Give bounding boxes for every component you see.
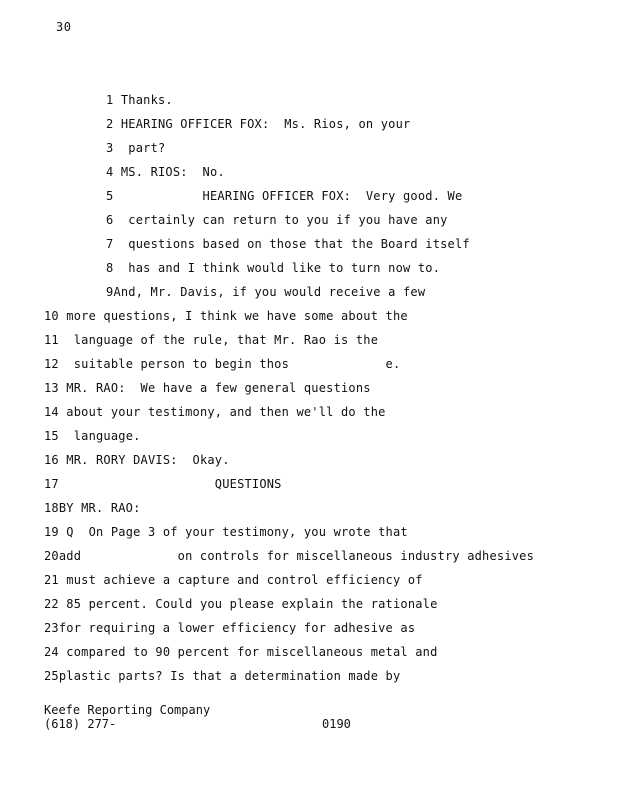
- line-number: 15: [44, 429, 59, 443]
- line-text: 85 percent. Could you please explain the rationale: [66, 597, 438, 611]
- transcript-line: [44, 498, 141, 518]
- line-number: 9: [106, 285, 114, 299]
- line-text: more questions, I think we have some about the: [66, 309, 408, 323]
- line-text: MS. RIOS: No.: [120, 165, 225, 179]
- reporting-company: Keefe Reporting Company: [44, 703, 211, 717]
- transcript-line: [106, 138, 165, 158]
- line-number: 16: [44, 453, 59, 467]
- transcript-line: [44, 594, 438, 614]
- transcript-line: [106, 162, 225, 182]
- line-text: questions based on those that the Board itself: [128, 237, 470, 251]
- transcript-line: [106, 210, 448, 230]
- line-text: has and I think would like to turn now to.: [128, 261, 441, 275]
- transcript-line: [44, 402, 386, 422]
- transcript-line: [44, 618, 415, 638]
- line-text: certainly can return to you if you have any: [128, 213, 448, 227]
- transcript-line: [44, 570, 423, 590]
- phone-suffix: 0190: [322, 717, 351, 731]
- line-number: 11: [44, 333, 59, 347]
- transcript-line: [44, 666, 400, 686]
- line-text: compared to 90 percent for miscellaneous metal and: [66, 645, 438, 659]
- transcript-line: [106, 234, 470, 254]
- line-number: 14: [44, 405, 59, 419]
- line-text: language.: [73, 429, 141, 443]
- line-text: for requiring a lower efficiency for adhesive as: [58, 621, 416, 635]
- line-number: 1: [106, 93, 114, 107]
- line-number: 7: [106, 237, 114, 251]
- line-text: HEARING OFFICER FOX: Very good. We: [120, 189, 463, 203]
- line-text: plastic parts? Is that a determination made by: [58, 669, 401, 683]
- line-number: 20: [44, 549, 59, 563]
- transcript-line: [44, 378, 371, 398]
- transcript-line: [106, 186, 462, 206]
- line-number: 4: [106, 165, 114, 179]
- line-text: suitable person to begin thos e.: [73, 357, 401, 371]
- line-number: 23: [44, 621, 59, 635]
- line-number: 25: [44, 669, 59, 683]
- line-number: 19: [44, 525, 59, 539]
- line-number: 18: [44, 501, 59, 515]
- line-text: And, Mr. Davis, if you would receive a few: [113, 285, 426, 299]
- line-number: 10: [44, 309, 59, 323]
- transcript-line: [44, 354, 400, 374]
- line-text: BY MR. RAO:: [58, 501, 141, 515]
- transcript-line: [44, 546, 534, 566]
- line-text: HEARING OFFICER FOX: Ms. Rios, on your: [120, 117, 411, 131]
- line-number: 3: [106, 141, 114, 155]
- line-number: 22: [44, 597, 59, 611]
- line-number: 24: [44, 645, 59, 659]
- line-text: QUESTIONS: [66, 477, 282, 491]
- line-number: 2: [106, 117, 114, 131]
- phone-number: (618) 277-: [44, 717, 117, 731]
- transcript-line: [106, 258, 440, 278]
- line-number: 8: [106, 261, 114, 275]
- transcript-line: [44, 642, 438, 662]
- line-number: 21: [44, 573, 59, 587]
- line-number: 12: [44, 357, 59, 371]
- line-number: 13: [44, 381, 59, 395]
- footer: [44, 703, 210, 731]
- transcript-line: [106, 90, 173, 110]
- page-number: 30: [56, 20, 72, 34]
- line-text: about your testimony, and then we'll do the: [66, 405, 386, 419]
- transcript-line: [44, 426, 141, 446]
- transcript-line: [44, 522, 408, 542]
- line-number: 17: [44, 477, 59, 491]
- line-text: part?: [128, 141, 166, 155]
- transcript-line: [44, 450, 230, 470]
- line-number: 6: [106, 213, 114, 227]
- line-text: add on controls for miscellaneous industry adhesives: [58, 549, 535, 563]
- line-text: MR. RORY DAVIS: Okay.: [66, 453, 230, 467]
- line-text: MR. RAO: We have a few general questions: [66, 381, 371, 395]
- line-text: language of the rule, that Mr. Rao is the: [73, 333, 379, 347]
- transcript-line: [106, 282, 425, 302]
- line-number: 5: [106, 189, 114, 203]
- line-text: must achieve a capture and control efficiency of: [66, 573, 423, 587]
- transcript-line: [44, 330, 378, 350]
- transcript-line: [44, 474, 282, 494]
- transcript-line: [106, 114, 410, 134]
- transcript-line: [44, 306, 408, 326]
- line-text: Q On Page 3 of your testimony, you wrote that: [66, 525, 408, 539]
- line-text: Thanks.: [120, 93, 173, 107]
